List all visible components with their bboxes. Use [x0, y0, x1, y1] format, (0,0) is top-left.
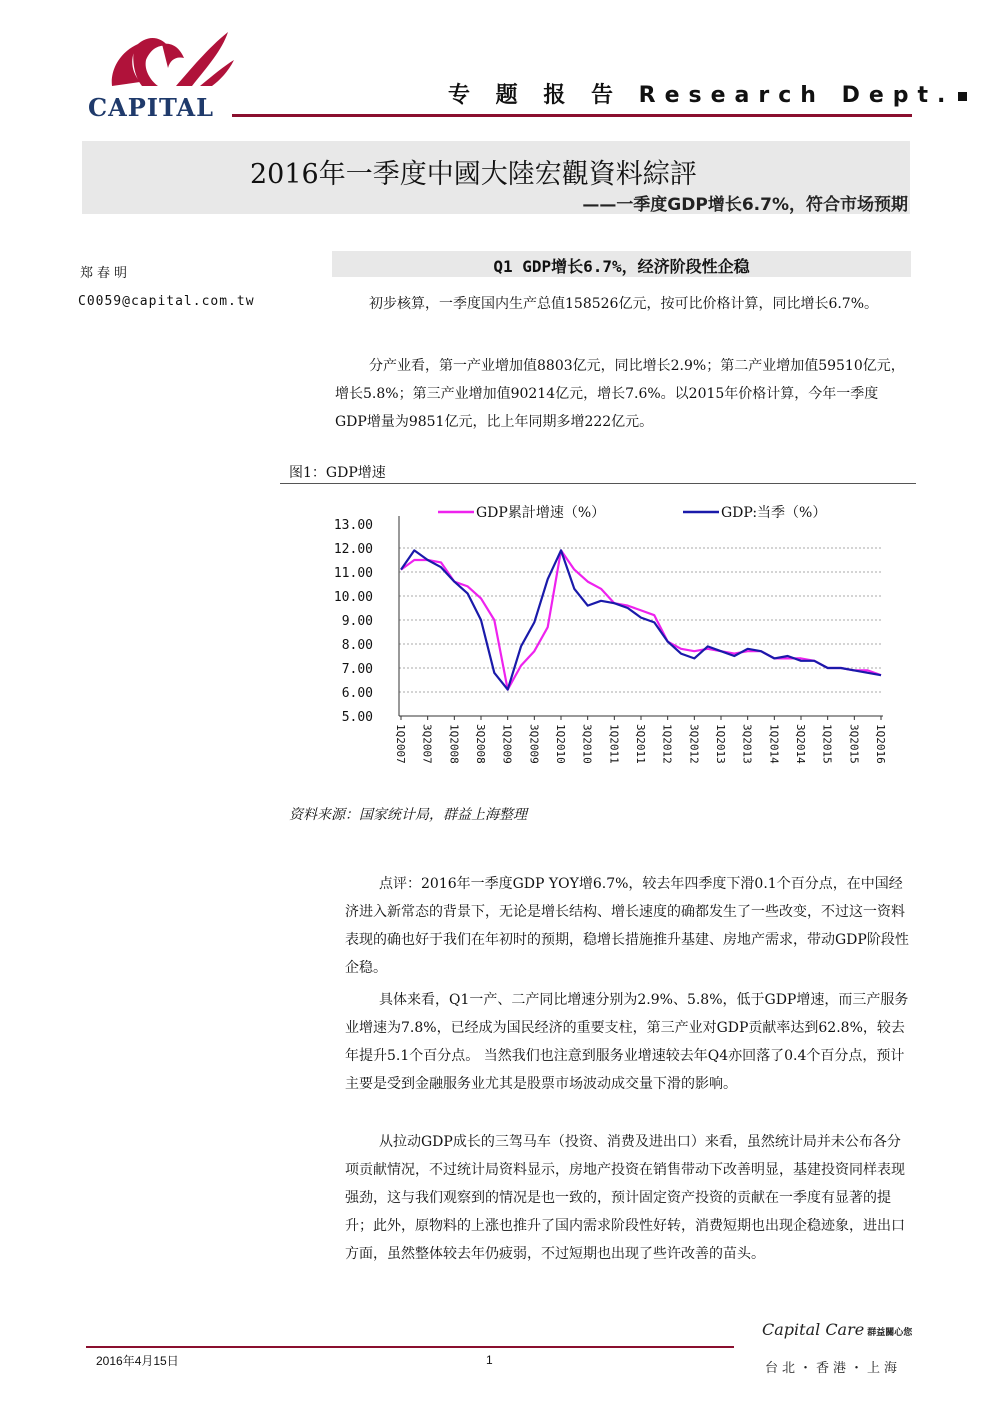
y-tick-label: 10.00: [333, 590, 373, 605]
x-tick-label: 3Q2012: [687, 724, 701, 764]
footer-page-number: 1: [486, 1353, 493, 1367]
section-title: Q1 GDP增长6.7%，经济阶段性企稳: [493, 257, 750, 276]
x-tick-label: 3Q2014: [794, 724, 807, 764]
x-tick-label: 1Q2014: [767, 724, 781, 764]
comment-paragraph-2: 具体来看，Q1一产、二产同比增速分别为2.9%、5.8%，低于GDP增速，而三产服务业增速为7.8%，已经成为国民经济的重要支柱，第三产业对GDP贡献率达到62.8%，较去年提升5.1个百分点。 当然我们也注意到服务业增速较去年Q4亦回落了0.4个百分点，预计主要是受到金融服务业尤其是股票市场波动成交量下滑的影响。: [345, 992, 909, 1092]
y-tick-label: 11.00: [333, 566, 373, 581]
section-paragraph-1: 初步核算，一季度国内生产总值158526亿元，按可比价格计算，同比增长6.7%。: [369, 296, 879, 312]
footer-cities: 台北・香港・上海: [765, 1361, 902, 1376]
header-rule: [232, 114, 912, 117]
x-tick-label: 3Q2008: [474, 724, 487, 764]
y-tick-label: 8.00: [341, 638, 373, 653]
header-title: [448, 78, 967, 109]
figure-label: 图1：GDP增速: [289, 465, 386, 481]
y-tick-label: 9.00: [341, 614, 373, 629]
figure-source: 资料来源：国家统计局，群益上海整理: [289, 807, 527, 823]
header-square-icon: [958, 92, 967, 101]
comment-paragraph-3: 从拉动GDP成长的三驾马车（投资、消费及进出口）来看，虽然统计局并未公布各分项贡献情况，不过统计局资料显示，房地产投资在销售带动下改善明显，基建投资同样表现强劲，这与我们观察到的情况是也一致的，预计固定资产投资的贡献在一季度有显著的提升；此外，原物料的上涨也推升了国内需求阶段性好转，消费短期也出现企稳迹象，进出口方面，虽然整体较去年仍疲弱，不过短期也出现了些许改善的苗头。: [345, 1134, 905, 1262]
y-tick-label: 5.00: [341, 710, 373, 725]
x-tick-label: 1Q2011: [607, 724, 621, 764]
author-name: 郑春明: [80, 266, 132, 281]
report-subtitle: ——一季度GDP增长6.7%，符合市场预期: [582, 195, 908, 215]
footer-date: 2016年4月15日: [96, 1354, 179, 1368]
y-tick-label: 7.00: [341, 662, 373, 677]
x-tick-label: 1Q2009: [500, 724, 514, 764]
y-tick-label: 13.00: [333, 518, 373, 533]
x-tick-label: 3Q2009: [527, 724, 541, 764]
report-title: 2016年一季度中國大陸宏觀資料綜評: [250, 159, 697, 190]
x-tick-label: 1Q2010: [554, 724, 567, 764]
logo-text: CAPITAL: [88, 93, 215, 122]
legend-label-2: GDP:当季（%）: [721, 505, 827, 521]
capital-logo-icon: [100, 30, 240, 90]
footer-rule: [86, 1346, 734, 1348]
footer-brand-sub: 群益關心您: [867, 1328, 913, 1338]
y-tick-label: 6.00: [341, 686, 373, 701]
x-tick-label: 1Q2008: [447, 724, 461, 764]
x-tick-label: 3Q2013: [740, 724, 754, 764]
y-tick-label: 12.00: [333, 542, 373, 557]
x-tick-label: 3Q2015: [847, 724, 861, 764]
x-tick-label: 1Q2016: [874, 724, 887, 764]
x-tick-label: 3Q2007: [420, 724, 434, 764]
x-tick-label: 1Q2013: [714, 724, 727, 764]
section-paragraph-2: 分产业看，第一产业增加值8803亿元，同比增长2.9%；第二产业增加值59510亿元，增长5.8%；第三产业增加值90214亿元，增长7.6%。以2015年价格计算，今年一季度GDP增量为9851亿元，比上年同期多增222亿元。: [335, 358, 905, 430]
legend-label-1: GDP累計增速（%）: [476, 505, 606, 521]
footer-brand: [762, 1320, 912, 1339]
footer-brand-text: Capital Care: [762, 1320, 865, 1339]
header-title-text: 专 题 报 告 Research Dept.: [448, 83, 955, 108]
x-tick-label: 3Q2010: [580, 724, 594, 764]
x-tick-label: 1Q2012: [660, 724, 674, 764]
x-tick-label: 3Q2011: [634, 724, 647, 764]
x-tick-label: 1Q2015: [820, 724, 834, 764]
author-email: C0059@capital.com.tw: [78, 294, 255, 309]
gdp-line-chart: [280, 492, 910, 792]
figure-rule: [280, 483, 916, 484]
comment-paragraph-1: 点评：2016年一季度GDP YOY增6.7%，较去年四季度下滑0.1个百分点，在中国经济进入新常态的背景下，无论是增长结构、增长速度的确都发生了一些改变，不过这一资料表现的确也好于我们在年初时的预期，稳增长措施推升基建、房地产需求，带动GDP阶段性企稳。: [345, 876, 909, 976]
x-tick-label: 1Q2007: [394, 724, 407, 764]
